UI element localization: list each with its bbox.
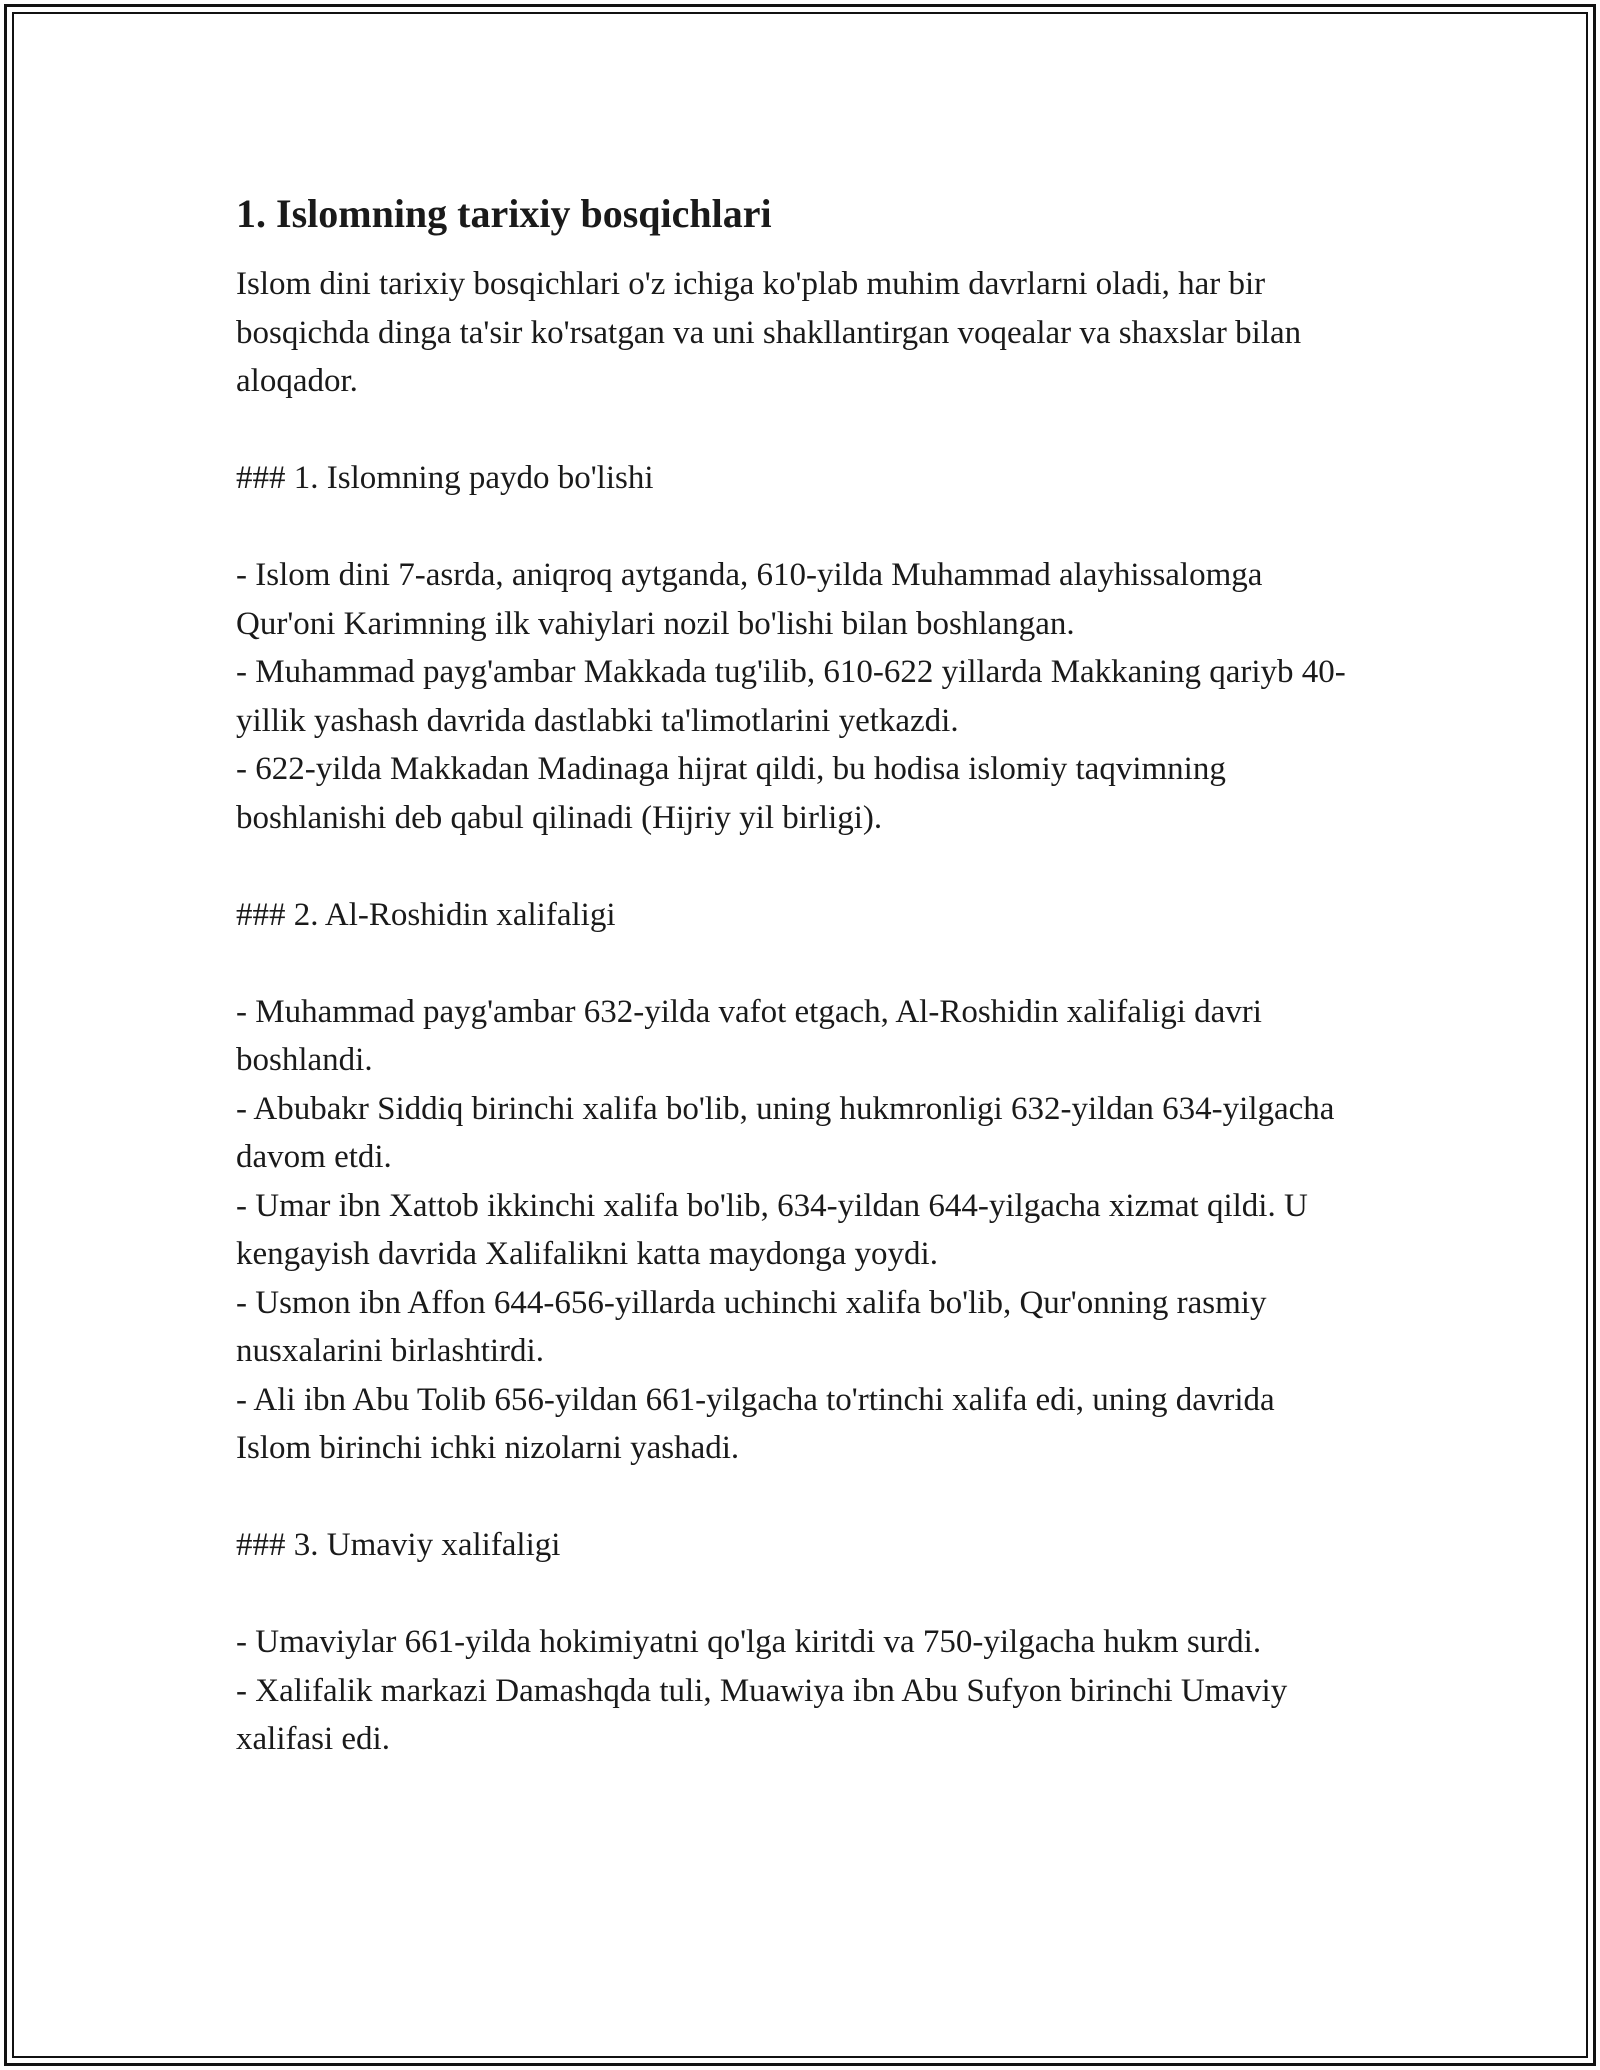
list-item: - Ali ibn Abu Tolib 656-yildan 661-yilgacha to'rtinchi xalifa edi, uning davrida Islom birinchi ichki nizolarni yashadi.	[236, 1381, 1275, 1466]
list-item: - 622-yilda Makkadan Madinaga hijrat qildi, bu hodisa islomiy taqvimning boshlanishi deb qabul qilinadi (Hijriy yil birligi).	[236, 751, 1226, 836]
section-2	[236, 891, 1346, 1473]
section-heading: ### 3. Umaviy xalifaligi	[236, 1527, 561, 1563]
list-item: - Umaviylar 661-yilda hokimiyatni qo'lga kiritdi va 750-yilgacha hukm surdi.	[236, 1624, 1262, 1660]
list-item: - Usmon ibn Affon 644-656-yillarda uchinchi xalifa bo'lib, Qur'onning rasmiy nusxalarini birlashtirdi.	[236, 1284, 1267, 1369]
document-body	[236, 188, 1346, 1764]
section-heading: ### 2. Al-Roshidin xalifaligi	[236, 896, 616, 933]
list-item: - Abubakr Siddiq birinchi xalifa bo'lib, uning hukmronligi 632-yildan 634-yilgacha davom etdi.	[236, 1090, 1335, 1175]
section-3	[236, 1521, 1346, 1764]
document-title: 1. Islomning tarixiy bosqichlari	[236, 191, 772, 236]
list-item: - Islom dini 7-asrda, aniqroq aytganda, 610-yilda Muhammad alayhissalomga Qur'oni Karimning ilk vahiylari nozil bo'lishi bilan boshlangan.	[236, 557, 1263, 642]
section-1	[236, 454, 1346, 842]
section-heading: ### 1. Islomning paydo bo'lishi	[236, 460, 654, 496]
list-item: - Muhammad payg'ambar 632-yilda vafot etgach, Al-Roshidin xalifaligi davri boshlandi.	[236, 993, 1262, 1078]
intro-paragraph: Islom dini tarixiy bosqichlari o'z ichiga ko'plab muhim davrlarni oladi, har bir bosqichda dinga ta'sir ko'rsatgan va uni shakllantirgan voqealar va shaxslar bilan aloqador.	[236, 266, 1302, 399]
list-item: - Umar ibn Xattob ikkinchi xalifa bo'lib, 634-yildan 644-yilgacha xizmat qildi. U kengayish davrida Xalifalikni katta maydonga yoydi.	[236, 1187, 1308, 1272]
list-item: - Muhammad payg'ambar Makkada tug'ilib, 610-622 yillarda Makkaning qariyb 40-yillik yashash davrida dastlabki ta'limotlarini yetkazdi.	[236, 654, 1346, 739]
list-item: - Xalifalik markazi Damashqda tuli, Muawiya ibn Abu Sufyon birinchi Umaviy xalifasi edi.	[236, 1672, 1288, 1757]
